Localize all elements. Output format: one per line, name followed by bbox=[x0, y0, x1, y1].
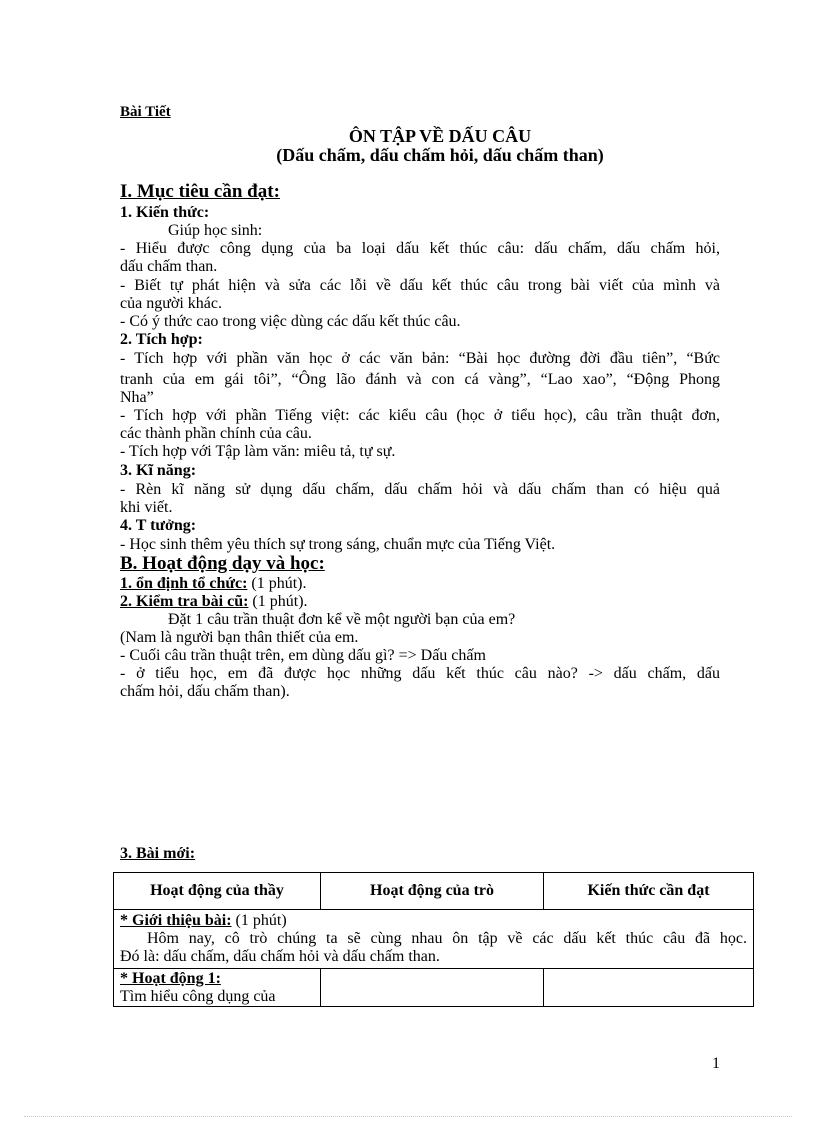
thinking-line: - Học sinh thêm yêu thích sự trong sáng, chuẩn mực của Tiếng Việt. bbox=[120, 536, 556, 553]
check-label: 2. Kiểm tra bài cũ: bbox=[120, 593, 249, 610]
check-line bbox=[120, 593, 308, 611]
table-header-cell: Hoạt động của trò bbox=[321, 873, 544, 910]
intro-text: Đó là: dấu chấm, dấu chấm hỏi và dấu chấm than. bbox=[120, 948, 440, 965]
section-i-heading: I. Mục tiêu cần đạt: bbox=[120, 181, 280, 202]
intro-label: * Giới thiệu bài: bbox=[120, 912, 232, 929]
knowledge-line: - Hiểu được công dụng của ba loại dấu kết thúc câu: dấu chấm, dấu chấm hỏi, bbox=[120, 240, 720, 257]
intro-label-line bbox=[120, 912, 747, 930]
check-answer: (Nam là người bạn thân thiết của em. bbox=[120, 629, 359, 646]
knowledge-cell bbox=[544, 969, 754, 1007]
knowledge-line: dấu chấm than. bbox=[120, 258, 218, 275]
org-line bbox=[120, 575, 307, 593]
table-row bbox=[114, 910, 754, 969]
knowledge-line: - Có ý thức cao trong việc dùng các dấu kết thúc câu. bbox=[120, 313, 461, 330]
check-answer: - Cuối câu trần thuật trên, em dùng dấu gì? => Dấu chấm bbox=[120, 647, 486, 664]
check-answer: - ở tiểu học, em đã được học những dấu kết thúc câu nào? -> dấu chấm, dấu bbox=[120, 665, 720, 682]
skills-heading: 3. Kĩ năng: bbox=[120, 462, 197, 479]
activity-label: * Hoạt động 1: bbox=[120, 970, 221, 987]
thinking-heading: 4. T tưởng: bbox=[120, 517, 197, 534]
lesson-label: Bài Tiết bbox=[120, 104, 171, 120]
student-cell bbox=[321, 969, 544, 1007]
section-b-heading: B. Hoạt động dạy và học: bbox=[120, 553, 325, 574]
integration-line: - Tích hợp với phần Tiếng việt: các kiểu câu (học ở tiểu học), câu trần thuật đơn, bbox=[120, 407, 720, 424]
intro-text: Hôm nay, cô trò chúng ta sẽ cùng nhau ôn tập về các dấu kết thúc câu đã học. bbox=[147, 930, 747, 947]
integration-heading: 2. Tích hợp: bbox=[120, 331, 203, 348]
page-footer-rule bbox=[24, 1116, 792, 1117]
integration-line: - Tích hợp với Tập làm văn: miêu tả, tự sự. bbox=[120, 443, 396, 460]
table-header-cell: Kiến thức cần đạt bbox=[544, 873, 754, 910]
knowledge-line: Giúp học sinh: bbox=[168, 222, 263, 239]
teacher-cell bbox=[114, 969, 321, 1007]
table-row bbox=[114, 969, 754, 1007]
skills-line: khi viết. bbox=[120, 499, 173, 516]
knowledge-line: của người khác. bbox=[120, 295, 222, 312]
org-label: 1. ổn định tổ chức: bbox=[120, 575, 248, 592]
page-number: 1 bbox=[712, 1055, 720, 1072]
integration-line: - Tích hợp với phần văn học ở các văn bản: “Bài học đường đời đầu tiên”, “Bức bbox=[120, 350, 720, 367]
table-header-row bbox=[114, 873, 754, 910]
intro-time: (1 phút) bbox=[231, 912, 287, 929]
integration-line: tranh của em gái tôi”, “Ông lão đánh và con cá vàng”, “Lao xao”, “Động Phong bbox=[120, 371, 720, 388]
integration-line: các thành phần chính của câu. bbox=[120, 425, 312, 442]
page-subtitle: (Dấu chấm, dấu chấm hỏi, dấu chấm than) bbox=[276, 145, 604, 165]
new-lesson-heading: 3. Bài mới: bbox=[120, 845, 196, 862]
check-answer: chấm hỏi, dấu chấm than). bbox=[120, 683, 290, 700]
page-title: ÔN TẬP VỀ DẤU CÂU bbox=[348, 126, 532, 146]
activity-text: Tìm hiểu công dụng của bbox=[120, 988, 276, 1005]
intro-cell bbox=[114, 910, 754, 969]
org-time: (1 phút). bbox=[247, 575, 307, 592]
skills-line: - Rèn kĩ năng sử dụng dấu chấm, dấu chấm hỏi và dấu chấm than có hiệu quả bbox=[120, 481, 720, 498]
knowledge-heading: 1. Kiến thức: bbox=[120, 204, 210, 221]
knowledge-line: - Biết tự phát hiện và sửa các lỗi về dấu kết thúc câu trong bài viết của mình và bbox=[120, 277, 720, 294]
check-time: (1 phút). bbox=[248, 593, 308, 610]
integration-line: Nha” bbox=[120, 389, 154, 406]
table-header-cell: Hoạt động của thầy bbox=[114, 873, 321, 910]
lesson-table bbox=[113, 872, 754, 1007]
check-question: Đặt 1 câu trần thuật đơn kể về một người bạn của em? bbox=[168, 611, 516, 628]
